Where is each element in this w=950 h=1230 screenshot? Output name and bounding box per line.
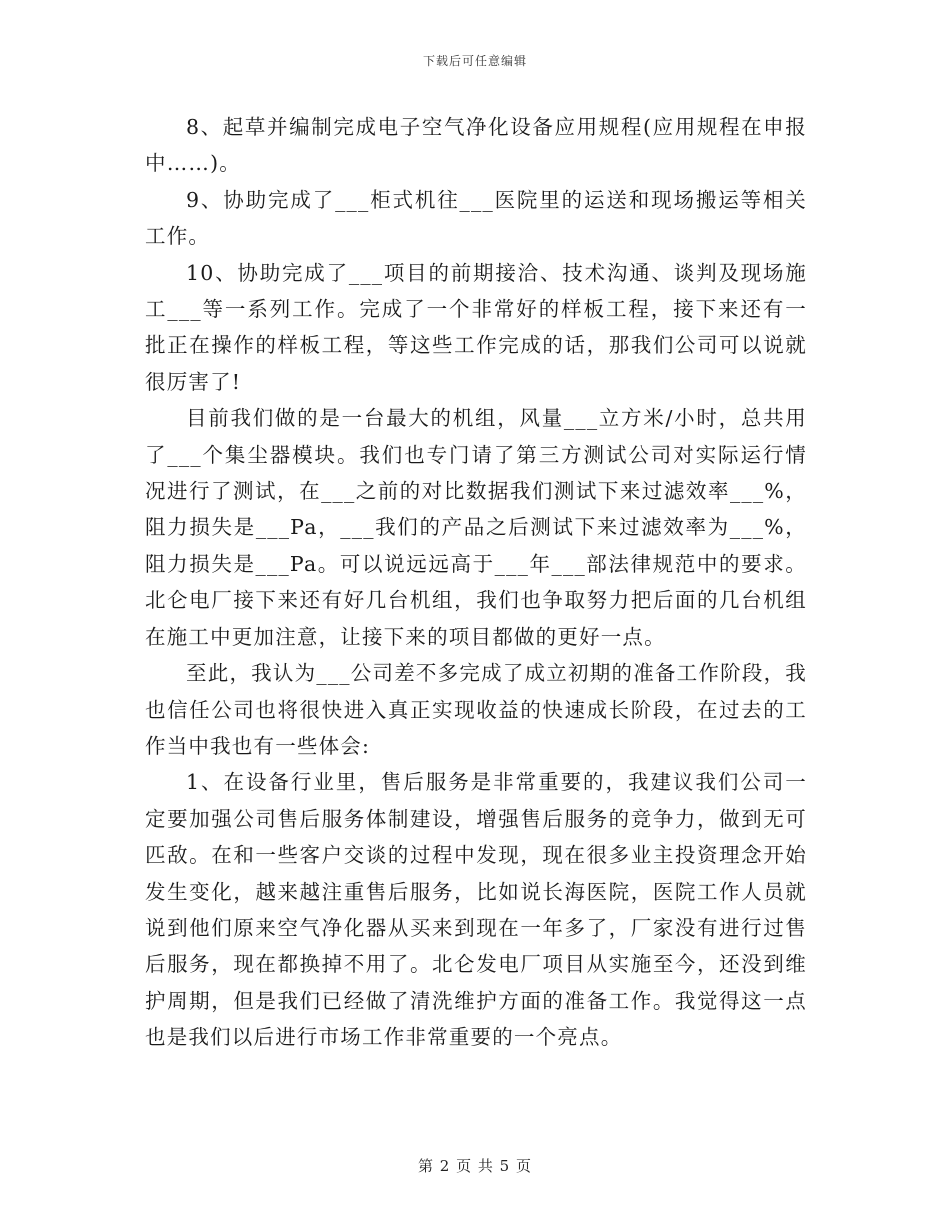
- page-header: 下载后可任意编辑: [422, 54, 527, 68]
- paragraph-item-8: 8、起草并编制完成电子空气净化设备应用规程(应用规程在申报中……)。: [145, 115, 807, 176]
- paragraph-point-1: 1、在设备行业里，售后服务是非常重要的，我建议我们公司一定要加强公司售后服务体制建设，增强售后服务的竞争力，做到无可匹敌。在和一些客户交谈的过程中发现，现在很多业主投资理念开始发生变化，越来越注重售后服务，比如说长海医院，医院工作人员就说到他们原来空气净化器从买来到现在一年多了，厂家没有进行过售后服务，现在都换掉不用了。北仑发电厂项目从实施至今，还没到维护周期，但是我们已经做了清洗维护方面的准备工作。我觉得这一点也是我们以后进行市场工作非常重要的一个亮点。: [145, 770, 807, 1050]
- paragraph-item-9: 9、协助完成了___柜式机往___医院里的运送和现场搬运等相关工作。: [145, 187, 807, 249]
- paragraph-test-results: 目前我们做的是一台最大的机组，风量___立方米/小时，总共用了___个集尘器模块。我们也专门请了第三方测试公司对实际运行情况进行了测试，在___之前的对比数据我们测试下来过滤效率___%，阻力损失是___Pa，___我们的产品之后测试下来过滤效率为___%，阻力损失是___Pa。可以说远远高于___年___部法律规范中的要求。北仑电厂接下来还有好几台机组，我们也争取努力把后面的几台机组在施工中更加注意，让接下来的项目都做的更好一点。: [145, 406, 807, 649]
- paragraph-summary: 至此，我认为___公司差不多完成了成立初期的准备工作阶段，我也信任公司也将很快进入真正实现收益的快速成长阶段，在过去的工作当中我也有一些体会:: [145, 661, 807, 758]
- page-number-footer: 第 2 页 共 5 页: [418, 1157, 532, 1175]
- document-body: [145, 109, 807, 1056]
- paragraph-item-10: 10、协助完成了___项目的前期接洽、技术沟通、谈判及现场施工___等一系列工作。完成了一个非常好的样板工程，接下来还有一批正在操作的样板工程，等这些工作完成的话，那我们公司可以说就很厉害了!: [145, 260, 807, 394]
